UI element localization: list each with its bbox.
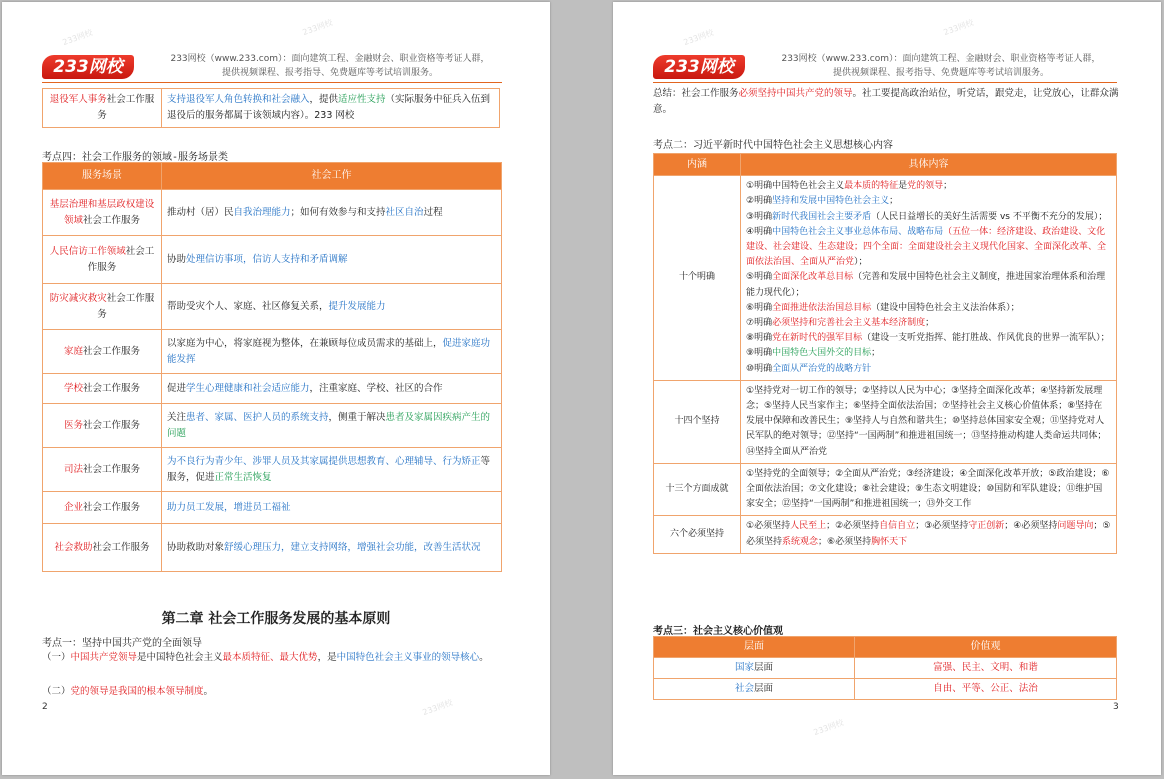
table-row bbox=[43, 284, 502, 330]
table-cell: 医务社会工作服务 bbox=[43, 404, 162, 448]
table-cell: ①必须坚持人民至上；②必须坚持自信自立；③必须坚持守正创新；④必须坚持问题导向；⑤必须坚持系统观念；⑥必须坚持胸怀天下 bbox=[741, 516, 1117, 553]
table-cell: 关注患者、家属、医护人员的系统支持，侧重于解决患者及家属因疾病产生的问题 bbox=[162, 404, 502, 448]
table-cell: 社会救助社会工作服务 bbox=[43, 524, 162, 572]
table-cell: 支持退役军人角色转换和社会融入，提供适应性支持（实际服务中征兵入伍到退役后的服务都属于该领域内容）。233 网校 bbox=[162, 89, 500, 128]
table-row bbox=[43, 374, 502, 404]
page-left bbox=[2, 2, 550, 775]
chapter-title: 第二章 社会工作服务发展的基本原则 bbox=[161, 611, 391, 627]
table-cell: 为不良行为青少年、涉罪人员及其家属提供思想教育、心理辅导、行为矫正等服务，促进正常生活恢复 bbox=[162, 448, 502, 492]
veteran-table bbox=[42, 88, 500, 128]
section-title: 考点一：坚持中国共产党的全面领导 bbox=[42, 638, 202, 649]
table-row bbox=[654, 380, 1117, 463]
column-header: 服务场景 bbox=[43, 163, 162, 190]
watermark: 233网校 bbox=[942, 17, 975, 38]
table-cell: 退役军人事务社会工作服务 bbox=[43, 89, 162, 128]
table-header-row bbox=[654, 154, 1117, 176]
table-row bbox=[654, 463, 1117, 516]
summary-paragraph: 总结：社会工作服务必须坚持中国共产党的领导。社工要提高政治站位，听党话，跟党走，让党放心，让群众满意。 bbox=[653, 88, 1119, 115]
table-header-row bbox=[43, 163, 502, 190]
table-row bbox=[43, 524, 502, 572]
table-cell: 基层治理和基层政权建设领域社会工作服务 bbox=[43, 190, 162, 236]
watermark: 233网校 bbox=[301, 17, 334, 38]
table-cell: 学校社会工作服务 bbox=[43, 374, 162, 404]
column-header: 层面 bbox=[654, 637, 855, 658]
table-cell: 协助处理信访事项，信访人支持和矛盾调解 bbox=[162, 236, 502, 284]
table-cell: 协助救助对象舒缓心理压力，建立支持网络，增强社会功能，改善生活状况 bbox=[162, 524, 502, 572]
table-cell: 人民信访工作领域社会工作服务 bbox=[43, 236, 162, 284]
section-title: 考点四：社会工作服务的领域-服务场景类 bbox=[42, 152, 229, 163]
table-cell: 推动村（居）民自我治理能力；如何有效参与和支持社区自治过程 bbox=[162, 190, 502, 236]
page-number: 2 bbox=[42, 702, 48, 712]
table-row bbox=[43, 89, 500, 128]
watermark: 233网校 bbox=[682, 27, 715, 48]
table-row bbox=[43, 236, 502, 284]
paragraph: （二）党的领导是我国的根本领导制度。 bbox=[42, 686, 214, 697]
table-cell: 以家庭为中心，将家庭视为整体，在兼顾每位成员需求的基础上，促进家庭功能发挥 bbox=[162, 330, 502, 374]
brand-logo: 233网校 bbox=[42, 55, 134, 79]
paragraph: （一）中国共产党领导是中国特色社会主义最本质特征、最大优势，是中国特色社会主义事业的领导核心。 bbox=[42, 652, 489, 663]
table-row bbox=[654, 658, 1117, 679]
table-cell: 六个必须坚持 bbox=[654, 516, 741, 553]
section-title: 考点二：习近平新时代中国特色社会主义思想核心内容 bbox=[653, 140, 893, 151]
table-row bbox=[43, 190, 502, 236]
service-scene-table bbox=[42, 162, 502, 572]
page-number: 3 bbox=[1113, 702, 1119, 712]
column-header: 内涵 bbox=[654, 154, 741, 176]
table-cell: 帮助受灾个人、家庭、社区修复关系，提升发展能力 bbox=[162, 284, 502, 330]
table-cell: ①坚持党的全面领导；②全面从严治党；③经济建设；④全面深化改革开放；⑤政治建设；⑥全面依法治国；⑦文化建设；⑧社会建设；⑨生态文明建设；⑩国防和军队建设；⑪维护国家安全；⑫坚持“一国两制”和推进祖国统一；⑬外交工作 bbox=[741, 463, 1117, 516]
table-cell: 家庭社会工作服务 bbox=[43, 330, 162, 374]
header-text: 233网校（www.233.com）：面向建筑工程、金融财会、职业资格等考证人群， 提供视频课程、报考指导、免费题库等考试培训服务。 bbox=[170, 54, 490, 78]
table-cell: 助力员工发展，增进员工福祉 bbox=[162, 492, 502, 524]
table-row bbox=[43, 492, 502, 524]
watermark: 233网校 bbox=[812, 717, 845, 738]
column-header: 社会工作 bbox=[162, 163, 502, 190]
table-cell: 十个明确 bbox=[654, 176, 741, 381]
page-header bbox=[653, 52, 1113, 80]
table-row bbox=[43, 404, 502, 448]
page-header bbox=[42, 52, 502, 80]
core-content-table bbox=[653, 153, 1117, 554]
table-cell: ①坚持党对一切工作的领导；②坚持以人民为中心；③坚持全面深化改革；④坚持新发展理念；⑤坚持人民当家作主；⑥坚持全面依法治国；⑦坚持社会主义核心价值体系；⑧坚持在发展中保障和改善民生；⑨坚持人与自然和谐共生；⑩坚持总体国家安全观；⑪坚持党对人民军队的绝对领导；⑫坚持“一国两制”和推进祖国统一；⑬坚持推动构建人类命运共同体；⑭坚持全面从严治党 bbox=[741, 380, 1117, 463]
column-header: 具体内容 bbox=[741, 154, 1117, 176]
header-rule bbox=[42, 82, 502, 83]
table-cell: 司法社会工作服务 bbox=[43, 448, 162, 492]
table-cell: 防灾减灾救灾社会工作服务 bbox=[43, 284, 162, 330]
table-cell: 企业社会工作服务 bbox=[43, 492, 162, 524]
table-cell: 十四个坚持 bbox=[654, 380, 741, 463]
header-rule bbox=[653, 82, 1117, 83]
brand-logo: 233网校 bbox=[653, 55, 745, 79]
table-cell: 自由、平等、公正、法治 bbox=[855, 679, 1117, 700]
table-cell: 十三个方面成就 bbox=[654, 463, 741, 516]
page-right bbox=[613, 2, 1161, 775]
table-row bbox=[654, 516, 1117, 553]
table-cell: 社会层面 bbox=[654, 679, 855, 700]
table-row bbox=[43, 448, 502, 492]
watermark: 233网校 bbox=[61, 27, 94, 48]
section-title: 考点三：社会主义核心价值观 bbox=[653, 626, 783, 637]
table-cell: 富强、民主、文明、和谐 bbox=[855, 658, 1117, 679]
column-header: 价值观 bbox=[855, 637, 1117, 658]
header-text: 233网校（www.233.com）：面向建筑工程、金融财会、职业资格等考证人群， 提供视频课程、报考指导、免费题库等考试培训服务。 bbox=[781, 54, 1101, 78]
table-row bbox=[43, 330, 502, 374]
table-header-row bbox=[654, 637, 1117, 658]
table-cell: 国家层面 bbox=[654, 658, 855, 679]
table-row bbox=[654, 679, 1117, 700]
core-values-table bbox=[653, 636, 1117, 700]
watermark: 233网校 bbox=[421, 697, 454, 718]
table-cell: 促进学生心理健康和社会适应能力，注重家庭、学校、社区的合作 bbox=[162, 374, 502, 404]
table-cell: ①明确中国特色社会主义最本质的特征是党的领导； ②明确坚持和发展中国特色社会主义； ③明确新时代我国社会主要矛盾（人民日益增长的美好生活需要 vs 不平衡不充分的发展）； ④明确中国特色社会主义事业总体布局、战略布局（五位一体：经济建设、政治建设、文化建设、社会建设、生态建设；四个全面：全面建设社会主义现代化国家、全面深化改革、全面依法治国、全面从严治党）； ⑤明确全面深化改革总目标（完善和发展中国特色社会主义制度，推进国家治理体系和治理能力现代化）； ⑥明确全面推进依法治国总目标（建设中国特色社会主义法治体系）； ⑦明确必须坚持和完善社会主义基本经济制度； ⑧明确党在新时代的强军目标（建设一支听党指挥、能打胜战、作风优良的世界一流军队）； ⑨明确中国特色大国外交的目标； ⑩明确全面从严治党的战略方针 bbox=[741, 176, 1117, 381]
table-row bbox=[654, 176, 1117, 381]
